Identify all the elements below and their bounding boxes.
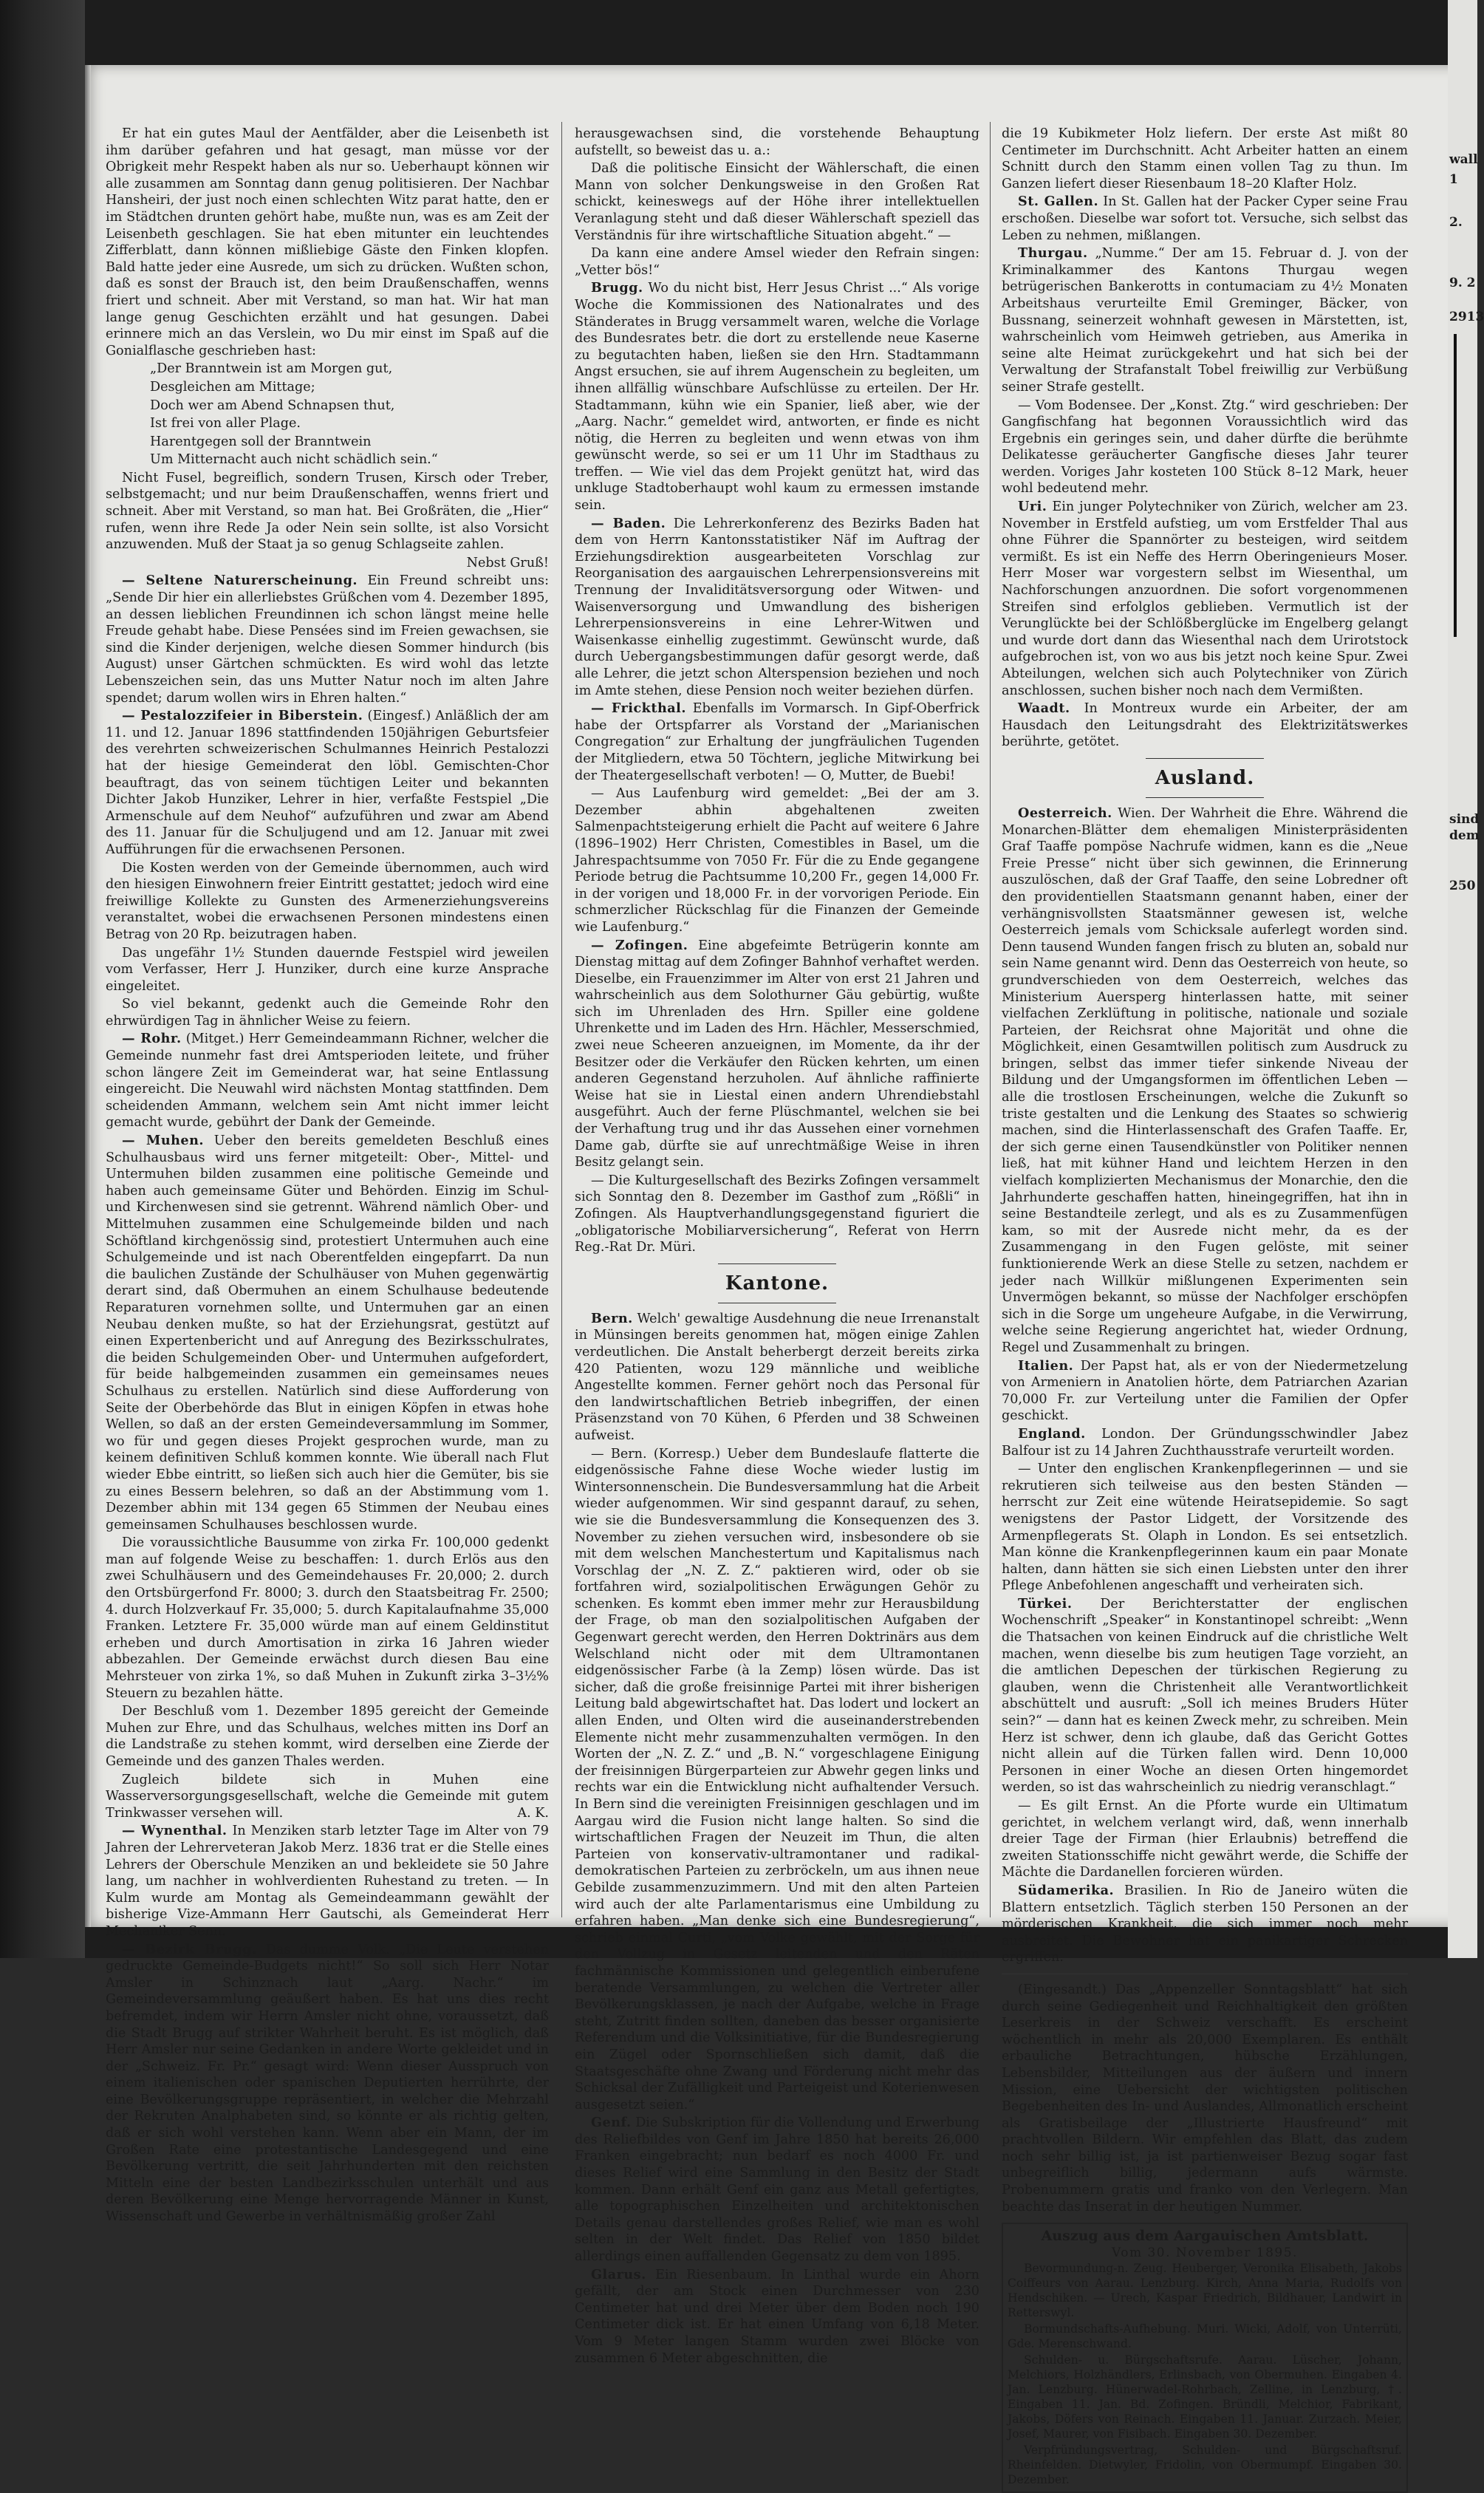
news-text: Ein junger Polytechniker von Zürich, welcher am 23. November in Erstfeld aufstieg, um vom Erstfelder Thal aus ohne Führer die Spannörter zu besteigen, wird seitdem vermißt. Es ist ein Neffe des Herrn Oberingenieurs Moser. Herr Moser war vorgestern selbst im Wiesenthal, um Nachforschungen anzuordnen. Die sofort vorgenommenen Streifen sind erfolglos geblieben. Vermutlich ist der Verunglückte bei der Schlößberglücke im Engelberg gelangt und wurde dort dann das Wiesenthal nach dem Urirotstock aufgebrochen ist, von wo aus bis jetzt noch keine Spur. Zwei Abteilungen, welchen sich auch Polytechniker von Zürich anschlossen, suchen bisher noch nach dem Vermißten. (1002, 499, 1408, 698)
news-item (1002, 700, 1408, 751)
news-paragraph: Das ungefähr 1½ Stunden dauernde Festspiel wird jeweilen vom Verfasser, Herr J. Hunziker, durch eine kurze Ansprache eingeleitet. (106, 945, 549, 994)
news-keyword: — Muhen. (122, 1133, 205, 1149)
news-item (1002, 1883, 1408, 1966)
news-paragraph: Die Kosten werden von der Gemeinde übernommen, auch wird den hiesigen Einwohnern freier Eintritt gestattet; jedoch wird eine freiwillige Kollekte zu Gunsten des Armenerziehungsvereins veranstaltet, wobei die erwachsenen Personen mindestens einen Betrag von 20 Rp. beizutragen haben. (106, 860, 549, 942)
section-heading-kantone: Kantone. (725, 1272, 830, 1295)
news-keyword: Brugg. (591, 280, 643, 296)
news-text: Zugleich bildete sich in Muhen eine Wasserversorgungsgesellschaft, welche die Gemeinde mit gutem Trinkwasser versehen will. (106, 1772, 549, 1821)
section-heading-ausland: Ausland. (1155, 766, 1255, 789)
news-keyword: St. Gallen. (1018, 194, 1099, 210)
fragment-text: 250 (1449, 879, 1476, 893)
column-2 (575, 126, 980, 2366)
news-item (106, 573, 549, 706)
section-rule (1146, 758, 1264, 759)
advertorial: (Eingesandt.) Das „Appenzeller Sonntagsblatt“ hat sich durch seine Gediegenheit und Reichhaltigkeit den größten Leserkreis in der Schweiz verschafft. Es erscheint wöchentlich in mehr als 20,000 Exemplaren. Es enthält erbauliche Betrachtungen, hübsche Erzählungen, Lebensbilder, Mitteilungen aus der äußern und innern Mission, eine Uebersicht der wichtigsten politischen Begebenheiten des In- und Auslandes, Allmonatlich erscheint als Gratisbeilage der „Illustrierte Hausfreund“ mit prachtvollen Bildern. Wir empfehlen das Blatt, das zudem noch sehr billig ist, ja ist partienweiser Bezug sogar fast unbegreiflich billig, jedermann aufs wärmste. Probenummern gratis und franko von den Verlegern. Man beachte das Inserat in der heutigen Nummer. (1002, 1982, 1408, 2214)
poem-line: Um Mitternacht auch nicht schädlich sein.“ (150, 452, 438, 468)
poem-line: Desgleichen am Mittage; (150, 379, 315, 395)
news-text: London. Der Gründungsschwindler Jabez Balfour ist zu 14 Jahren Zuchthausstrafe verurteilt worden. (1002, 1426, 1408, 1459)
news-item (575, 938, 979, 1171)
page-edge-shadow (85, 65, 91, 1927)
news-item (106, 1942, 549, 2226)
news-item (575, 516, 979, 700)
news-keyword: — Wynenthal. (122, 1823, 228, 1839)
news-keyword: Uri. (1018, 499, 1047, 515)
news-item (1002, 1358, 1408, 1425)
amtsblatt-entry: Bevormundung-n. Zeug. Heuberger, Veronika Elisabeth, Jakobs Coiffeurs von Aarau. Lenzburg. Kirch, Anna Maria, Rudolfs von Hendschiken. — Urech, Kaspar Friedrich, Bildhauer, Landwirt in Retterswyl. (1008, 2262, 1402, 2320)
news-keyword: — Baden. (591, 515, 666, 531)
news-item (1002, 805, 1408, 1357)
news-keyword: Genf. (591, 2115, 632, 2131)
news-text: Die Lehrerkonferenz des Bezirks Baden hat dem von Herrn Kantonsstatistiker Näf im Auftrag der Erziehungsdirektion ausgearbeiteten Vorschlag zur Reorganisation des aargauischen Lehrerpensionsvereins mit Trennung der Invaliditätsversorgung oder Witwen- und Waisenversorgung und Umwandlung des bisherigen Lehrerpensionsvereins in eine Lehrer-Witwen und Waisenkasse einhellig zugestimmt. Gewünscht wurde, daß durch Uebergangsbestimmungen dafür gesorgt werde, daß alle Lehrer, die jetzt schon Alterspension beziehen und noch im Amte stehen, diese Pension noch weiter beziehen dürfen. (575, 516, 979, 698)
amtsblatt-entry: Verpfründungsvertrag, Schulden- und Bürgschaftsruf. Rheinfelden. Dietwyler, Fridolin, von Obermumpf. Eingaben 30. Dezember. (1008, 2443, 1402, 2487)
adjacent-page-fragment (1448, 0, 1484, 1958)
news-text: Brasilien. In Rio de Janeiro wüten die Blattern entsetzlich. Täglich sterben 150 Personen an der mörderischen Krankheit, die sich immer noch mehr ausbreitet. Die Bewohner hat ein panikartiger Schrecken ergriffen. (1002, 1883, 1408, 1965)
poem-line: Doch wer am Abend Schnapsen thut, (150, 398, 395, 413)
news-keyword: England. (1018, 1425, 1086, 1442)
author-signature: A. K. (517, 1805, 549, 1821)
news-text: (Mitget.) Herr Gemeindeammann Richner, welcher die Gemeinde nunmehr fast drei Amtsperioden leitete, und früher schon längere Zeit im Gemeinderat war, hat seine Entlassung eingereicht. Die Neuwahl wird nächsten Montag stattfinden. Dem scheidenden Ammann, welchem sein Amt nicht immer leicht gemacht wurde, gebührt der Dank der Gemeinde. (106, 1031, 549, 1130)
fragment-text: 2913 (1449, 310, 1484, 324)
news-item (106, 708, 549, 858)
fragment-text: 1 (1449, 172, 1458, 187)
news-paragraph: Daß die politische Einsicht der Wählerschaft, die einen Mann von solcher Denkungsweise in den Großen Rat schickt, keineswegs auf der Höhe ihrer intellektuellen Veranlagung steht und daß dieser Wählerschaft speziell das Verständnis für ihre wirtschaftliche Situation abgeht.“ — (575, 161, 979, 243)
news-item (1002, 1426, 1408, 1459)
news-text: Welch' gewaltige Ausdehnung die neue Irrenanstalt in Münsingen bereits genommen hat, mögen einige Zahlen verdeutlichen. Die Anstalt beherbergt derzeit bereits zirka 420 Patienten, wozu 129 männliche und weibliche Angestellte kommen. Ferner gehört noch das Personal für den landwirtschaftlichen Betrieb inbegriffen, der einen Präsenzstand von 70 Kühen, 6 Pferden und 38 Schweinen aufweist. (575, 1311, 979, 1443)
news-keyword: Waadt. (1018, 700, 1070, 717)
news-item (106, 1133, 549, 1533)
news-text: Das dumme Volk. „Die Leute verstehen gedruckte Gemeinde-Budgets nicht!“ So soll sich Herr Notar Amsler in Schinznach laut „Aarg. Nachr.“ im Gemeindeversammlung geäußert haben. Es hat uns dies recht befremdet, indem wir Herrn Amsler nicht ohne, voraussetzt, daß die Stadt Brugg auf strikter Wahrheit beruht. Es ist möglich, daß Herr Amsler nur seine Gedanken in andere Worte gekleidet und in der „Schweiz. Fr. Pr.“ gesagt wird: Wenn dieser Ausspruch von einem italienischen oder spanischen Deputierten herrührte, der eine Bevölkerungsgruppe repräsentiert, in welcher die Mehrzahl der Rekruten Analphabeten sind, so könnte er als richtig gelten, daß er sich wohl verstehen kann. Wenn aber ein Mann, der im Großen Rate eine protestantische Landesgegend und eine Bevölkerung vertritt, die seit Jahrhunderten mit den reichsten Mitteln eine der besten Landbezirksschulen unterhält und aus deren Bevölkerung eine Menge hervorragende Männer in Kunst, Wissenschaft und Gewerbe in verhältnismäßig großer Zahl (106, 1942, 550, 2225)
news-item (1002, 499, 1408, 699)
fragment-border (1454, 334, 1457, 637)
news-keyword: — Rohr. (122, 1031, 182, 1047)
fragment-text: sind (1449, 812, 1480, 827)
news-item (575, 280, 979, 514)
news-keyword: Oesterreich. (1018, 805, 1112, 821)
column-3 (1002, 126, 1409, 2487)
news-paragraph: Der Beschluß vom 1. Dezember 1895 gereicht der Gemeinde Muhen zur Ehre, und das Schulhaus, welches mitten ins Dorf an die Landstraße zu stehen kommt, wird derselben eine Zierde der Gemeinde und des ganzen Thales werden. (106, 1704, 549, 1769)
news-keyword: — Bezirk Brugg. (122, 1941, 257, 1957)
news-paragraph: Die voraussichtliche Bausumme von zirka Fr. 100,000 gedenkt man auf folgende Weise zu beschaffen: 1. durch Erlös aus den zwei Schulhäusern und des Gemeindehauses Fr. 20,000; 2. durch den Ortsbürgerfond Fr. 8000; 3. durch den Staatsbeitrag Fr. 2500; 4. durch Holzverkauf Fr. 35,000; 5. durch Kapitalaufnahme 35,000 Franken. Letztere Fr. 35,000 würde man auf einem Geldinstitut erheben und durch Amortisation in zirka 16 Jahren wieder abbezahlen. Der Gemeinde erwächst durch diesen Bau eine Mehrsteuer von zirka 1%, so daß Muhen in Zukunft zirka 3–3½% Steuern zu bezahlen hätte. (106, 1535, 549, 1701)
amtsblatt-entry: Bormundschafts-Aufhebung. Muri. Wicki, Adolf, von Unterrüti, Gde. Merenschwand. (1008, 2322, 1402, 2351)
news-item (106, 1031, 549, 1131)
news-keyword: Südamerika. (1018, 1882, 1115, 1898)
letter-paragraph: Nicht Fusel, begreiflich, sondern Trusen, Kirsch oder Treber, selbstgemacht; und nur beim Draußenschaffen, wenns friert und schneit. Aber mit Verstand, so man hat. Bei Großräten, die „Hier“ rufen, wenn ihre Rede Ja oder Nein sein sollte, ist also Vorsicht anzuwenden. Muß der Staat ja so genug Schlagseite zahlen. (106, 470, 549, 553)
column-divider (990, 122, 991, 1917)
news-item (1002, 1596, 1408, 1796)
news-item (575, 2115, 979, 2265)
news-text: Eine abgefeimte Betrügerin konnte am Dienstag mittag auf dem Zofinger Bahnhof verhaftet werden. Dieselbe, ein Frauenzimmer im Alter von erst 21 Jahren und wahrscheinlich aus dem Solothurner Gäu gebürtig, wußte sich im Uhrenladen des Hrn. Spiller eine goldene Uhrenkette und im Laden des Hrn. Hächler, Messerschmied, zwei neue Scheeren anzueignen, im Momente, da ihr der Besitzer oder die Verkäufer den Rücken kehrten, um einen anderen Gegenstand herzuholen. Auf ähnliche raffinierte Weise hat sie in Liestal einen andern Uhrendiebstahl ausgeführt. Auch der ferne Plüschmantel, welchen sie bei der Verhaftung trug und ihr das Aussehen einer vornehmen Dame gab, dürfte sie auf unrechtmäßige Weise in ihren Besitz gelangt sein. (575, 938, 979, 1170)
news-keyword: — Pestalozzifeier in Biberstein. (122, 708, 363, 724)
news-paragraph: herausgewachsen sind, die vorstehende Behauptung aufstellt, so beweist das u. a.: (575, 126, 979, 158)
intro-paragraph: Er hat ein gutes Maul der Aentfälder, aber die Leisenbeth ist ihm darüber gefahren und hat gesagt, man müsse vor der Obrigkeit mehr Respekt haben als nur so. Ueberhaupt können wir alle zusammen am Sonntag dann genug politisieren. Der Nachbar Hansheiri, der just noch einen schlechten Witz parat hatte, den er im Städtchen drunten gehört habe, mußte nun, was es am Zeit der Leisenbeth geschlagen. Sie hat eben mitunter ein leuchtendes Zifferblatt, dann können mißliebige Gäste den Finken klopfen. Bald hatte jeder eine Ausrede, um sich zu drücken. Wußten schon, daß es sonst der Brauch ist, den beim Draußenschaffen, wenns friert und schneit. Aber mit Verstand, so man hat. Wir hat man lange genug Geschichten erzählt und hat gesungen. Dabei erinnere mich an das Verslein, wo Du mir einst im Spaß auf die Gonialflasche geschrieben hast: (106, 126, 549, 358)
poem-line: „Der Branntwein ist am Morgen gut, (150, 361, 393, 377)
column-divider (561, 122, 562, 1917)
news-text: (Eingesf.) Anläßlich der am 11. und 12. Januar 1896 stattfindenden 150jährigen Geburtsfeier des verehrten schweizerischen Schulmannes Heinrich Pestalozzi hat der hiesige Gemeinderat den löbl. Gemischten-Chor beauftragt, das von seinem tüchtigen Leiter und bekannten Dichter Jakob Hunziker, Lehrer in hier, verfaßte Festspiel „Die Armenschule auf dem Neuhof“ aufzuführen und zwar am Abend des 11. Januar für die Schuljugend und am 12. Januar mit zwei Aufführungen für die erwachsenen Personen. (106, 709, 550, 857)
book-binding (0, 0, 85, 1958)
section-rule (718, 1263, 836, 1264)
amtsblatt-entry: Schulden- u. Bürgschaftsrufe. Aarau. Lüscher, Johann, Melchiors, Holzhändlers, Erlinsbach, von Obermuhen. Eingaben 4. Jan. Lenzburg. Hünerwadel-Rohrbach, Zelline, in Lenzburg, †. Eingaben 11. Jan. Bd. Zofingen. Bründli, Melchior, Fabrikant, Jakobs, Döfers von Reinach. Eingaben 11. Januar. Zurzach. Meier, Josef, Maurer, von Fisibach. Eingaben 30. Dezember. (1008, 2353, 1402, 2441)
news-paragraph: — Unter den englischen Krankenpflegerinnen — und sie rekrutieren sich teilweise aus den besten Ständen — herrscht zur Zeit eine wütende Heiratsepidemie. So sagt wenigstens der Pastor Lidgett, der Vorsitzende des Armenpflegerats St. Olaph in London. Es sei entsetzlich. Man könne die Krankenpflegerinnen kaum ein paar Monate halten, dann hätten sie sich einen Liebsten unter den ihrer Pflege Anbefohlenen angeschafft und verheiraten sich. (1002, 1462, 1408, 1594)
news-paragraph: — Die Kulturgesellschaft des Bezirks Zofingen versammelt sich Sonntag den 8. Dezember im Gasthof zum „Rößli“ in Zofingen. Als Hauptverhandlungsgegenstand figuriert die „obligatorische Mobiliarversicherung“, Referat von Herrn Reg.-Rat Dr. Müri. (575, 1173, 979, 1255)
news-item (1002, 245, 1408, 395)
news-text: Ebenfalls im Vormarsch. In Gipf-Oberfrick habe der Ortspfarrer als Vorstand der „Marianischen Congregation“ zur Erhaltung der jungfräulichen Tugenden der Mitgliedern, etwa 50 Töchtern, jegliche Mitwirkung bei der Theatergesellschaft verboten! — O, Mutter, de Buebi! (575, 701, 980, 783)
news-keyword: — Frickthal. (591, 700, 686, 717)
fragment-text: 9. 2 (1449, 276, 1476, 290)
news-text: Die Subskription für die Vollendung und Erwerbung des Reliefbildes von Genf im Jahre 1850 hat bereits 26,000 Franken eingebracht; nun bedarf es noch 4000 Fr. und dieses Relief wird eine Sammlung in den Besitz der Stadt kommen. Dann erhält Genf ein ganz aus Metall gefertigtes, alle topographischen Einzelheiten und architektonischen Details genau darstellendes großes Relief, wie man es wohl selten in der Welt findet. Das Relief von 1850 bildet allerdings einen auffallenden Gegensatz zu dem von 1895. (575, 2115, 980, 2265)
amtsblatt-date: Vom 30. November 1895. (1112, 2245, 1298, 2261)
news-keyword: Bern. (591, 1310, 633, 1326)
news-paragraph: — Bern. (Korresp.) Ueber dem Bundeslaufe flatterte die eidgenössische Fahne diese Woche wieder lustig im Wintersonnenschein. Die Bundesversammlung hat die Arbeit wieder aufgenommen. Wir sind gespannt darauf, zu sehen, wie sie die Bundesversammlung die Konsequenzen des 3. November zu ziehen versuchen wird, insbesondere ob sie mit dem welschen Manchestertum und Kapitalismus nach Vorschlag der „N. Z. Z.“ paktieren wird, oder ob sie fortfahren wird, sozialpolitischen Erwägungen Gehör zu schenken. Es kommt eben immer mehr zur Herausbildung der Frage, ob man den sozialpolitischen Aufgaben der Gegenwart gerecht werden, den Herren Doktrinärs aus dem Welschland nicht oder mit dem Ultramontanen eidgenössischer Farbe (à la Zemp) lösen würde. Das ist sicher, daß die große freisinnige Partei mit ihrer bisherigen Leitung bald abgewirtschaftet hat. Das lodert und lockert an allen Enden, und Olten wird die auseinanderstrebenden Elemente nicht mehr zusammenzuhalten vermögen. In den Worten der „N. Z. Z.“ und „B. N.“ vorgeschlagene Einigung der freisinnigen Bürgerparteien zur Abwehr gegen links und rechts war ein die Entwicklung nicht aufhaltender Versuch. In Bern sind die vereinigten Freisinnigen geschlagen und im Aargau wird die Fusion nicht lange halten. So sind die wirtschaftlichen Fragen der Neuzeit im Thun, die alten Parteien von konservativ-ultramontaner und radikal-demokratischen Parteien zu zerbröckeln, um aus ihnen neue Gebilde zusammenzuzimmern. Und mit den alten Parteien wird auch der alte Parlamentarismus eine Umbildung zu erfahren haben. „Man denke sich eine Bundesregierung“, schrieb einmal Curti, „vom Volke gewählt, mit der Sorge für den Vollzug in Gesetz leitenden und den Räten fachmännische Kommissionen und gelegentlich einberufene beratende Versammlungen, zu welchen die Vertreter aller Bevölkerungsklassen, je nach der Aufgabe, welche in Frage steht, Zutritt finden sollten, daneben das besser organisierte Referendum und die Volksinitiative, für die Bundesregierung ein Zügel oder Spornschließen sich damit, daß die Staatsgeschäfte ohne Zwang und Förderung nicht mehr das Schicksal der Zufälligkeit und Parteigeist und Koterienwesen ausgesetzt seien.“ (575, 1446, 979, 2112)
amtsblatt-title: Auszug aus dem Aargauischen Amtsblatt. (1041, 2228, 1369, 2245)
news-keyword: Thurgau. (1018, 245, 1088, 262)
news-text: Der Papst hat, als er von der Niedermetzelung von Armeniern in Anatolien hörte, dem Patriarchen Azarian 70,000 Fr. zur Verteilung unter die Familien der Opfer geschickt. (1002, 1358, 1408, 1424)
news-paragraph: Da kann eine andere Amsel wieder den Refrain singen: „Vetter bös!“ (575, 246, 979, 278)
poem-line: Ist frei von aller Plage. (150, 416, 301, 432)
news-text: In Menziken starb letzter Tage im Alter von 79 Jahren der Lehrerveteran Jakob Merz. 1836 trat er die Stelle eines Lehrers der Oberschule Menziken an und bekleidete sie 50 Jahre lang, um nachher in wohlverdienten Ruhestand zu treten. — In Kulm wurde am Montag als Gemeindeammann gewählt der bisherige Vize-Ammann Herr Gautschi, als Gemeinderat Herr Mechaniker Senn. (106, 1824, 549, 1939)
news-keyword: Glarus. (591, 2266, 646, 2282)
news-text: „Numme.“ Der am 15. Februar d. J. von der Kriminalkammer des Kantons Thurgau wegen betrügerischen Bankerotts in contumaciam zu 4½ Monaten Arbeitshaus verurteilte Emil Greminger, Bäcker, von Bussnang, seinerzeit wohnhaft gewesen in Märstetten, ist, wahrscheinlich vom Heimweh getrieben, aus Amerika in seine alte Heimat zurückgekehrt und hat sich bei der Verwaltung der Strafanstalt Tobel freiwillig zur Verbüßung seiner Strafe gestellt. (1002, 246, 1409, 395)
fragment-text: wall (1449, 152, 1478, 167)
fragment-text: dem (1449, 828, 1480, 843)
news-item (575, 1311, 979, 1445)
letter-greeting: Nebst Gruß! (466, 555, 549, 570)
amtsblatt-box (1002, 2223, 1408, 2493)
news-text: Ein Riesenbaum. In Linthal wurde ein Ahorn gefällt, der am Stock einen Durchmesser von 230 Centimeter hat und drei Meter über dem Boden noch 190 Centimeter dick ist. Er hat einen Umfang von 6,18 Meter. Vom 9 Meter langen Stamm wurden zwei Blöcke von zusammen 6 Meter abgeschnitten, die (575, 2267, 980, 2366)
poem-line: Harentgegen soll der Branntwein (150, 434, 372, 449)
news-item (106, 1823, 549, 1940)
column-1 (106, 126, 550, 2225)
news-text: Wo du nicht bist, Herr Jesus Christ ...“ Als vorige Woche die Kommissionen des Nationalrates und des Ständerates in Brugg versammelt waren, welche die Vorlage des Bundesrates betr. die dort zu erstellende neue Kaserne zu begutachten haben, ließen sie den Hrn. Stadtammann Angst ersuchen, sie auf ihrem Augenschein zu begleiten, um ihnen allfällig wünschbare Aufschlüsse zu erteilen. Der Hr. Stadtammann, kühn wie ein Spanier, ließ aber, wie der „Aarg. Nachr.“ gemeldet wird, antworten, er finde es nicht nötig, die Herren zu begleiten und wenn etwas von ihm gewünscht werde, so sei er um 11 Uhr im Stadthaus zu treffen. — Wie viel das dem Projekt genützt hat, wird das unkluge Stadtoberhaupt wohl kaum zu ermessen imstande sein. (575, 281, 980, 514)
section-rule (1146, 797, 1264, 798)
news-item (575, 2267, 979, 2367)
news-paragraph: — Vom Bodensee. Der „Konst. Ztg.“ wird geschrieben: Der Gangfischfang hat begonnen Voraussichtlich wird das Ergebnis ein geringes sein, und daher dürfte die berühmte Delikatesse geräucherter Gangfische dieses Jahr teurer werden. Voriges Jahr kosteten 100 Stück 8–12 Mark, heuer wohl bedeutend mehr. (1002, 398, 1408, 497)
fragment-text: 2. (1449, 215, 1463, 230)
news-keyword: — Zofingen. (591, 937, 688, 953)
news-paragraph: — Es gilt Ernst. An die Pforte wurde ein Ultimatum gerichtet, in welchem verlangt wird, daß, wenn innerhalb dreier Tage der Firman (hier Erlaubnis) betreffend die zweiten Stationsschiffe nicht gewährt werde, die Schiffe der Mächte die Dardanellen forcieren würden. (1002, 1798, 1408, 1880)
news-paragraph: die 19 Kubikmeter Holz liefern. Der erste Ast mißt 80 Centimeter im Durchschnitt. Acht Arbeiter hatten an einem Schnitt durch den Stamm einen vollen Tag zu thun. Im Ganzen liefert dieser Riesenbaum 18–20 Klafter Holz. (1002, 126, 1408, 191)
news-text: Ueber den bereits gemeldeten Beschluß eines Schulhausbaus wird uns ferner mitgeteilt: Ober-, Mittel- und Untermuhen bilden zusammen eine politische Gemeinde und haben auch gemeinsame Güter und Behörden. Einzig im Schul- und Kirchenwesen sind sie getrennt. Während nämlich Ober- und Mittelmuhen zusammen eine Schulgemeinde bilden und nach Schöftland kirchgenössig sind, protestiert Untermuhen auch eine Schulgemeinde und ist nach Oberentfelden eingepfarrt. Da nun die baulichen Zustände der Schulhäuser von Muhen gegenwärtig derart sind, daß Obermuhen an einem Schulhause bedeutende Reparaturen vornehmen sollte, und Untermuhen gar an einen Neubau denken mußte, so hat der Erziehungsrat, gestützt auf einen Expertenbericht und auf Anregung des Bezirksschulrates, die beiden Schulgemeinden Ober- und Untermuhen aufgefordert, für beide halbgemeinden zusammen ein gemeinsames neues Schulhaus zu erstellen. Natürlich sind diese Aufforderung von Seite der Oberbehörde das Blut in einigen Köpfen in etwas hohe Wellen, so daß an der ersten Gemeindeversammlung im Sommer, wo für und gegen dieses Projekt gesprochen wurde, man zu keinem definitiven Schluß kommen konnte. Wie überall nach Flut wieder Ebbe eintritt, so ließen sich auch hier die Gemüter, bis sie zu eines Bessern belehren, so daß an der Abstimmung vom 1. Dezember abhin mit 134 gegen 65 Stimmen der Neubau eines gemeinsamen Schulhauses beschlossen wurde. (106, 1133, 550, 1532)
news-keyword: Italien. (1018, 1357, 1074, 1374)
news-text: Wien. Der Wahrheit die Ehre. Während die Monarchen-Blätter dem ehemaligen Ministerpräsidenten Graf Taaffe pompöse Nachrufe widmen, kann es die „Neue Freie Presse“ nicht über sich gewinnen, die Erinnerung auszulöschen, daß der Graf Taaffe, den seine Lobredner oft den providentiellen Staatsmann genannt haben, einer der verhängnisvollsten Staatsmänner gewesen ist, welche Oesterreich jemals vom Schicksale auferlegt worden sind. Denn tausend Wunden fangen frisch zu bluten an, sobald nur sein Name genannt wird. Denn das Oesterreich von heute, so grundverschieden von dem Oesterreich, welches das Ministerium Auersperg hinterlassen hatte, mit seiner vielfachen Zerklüftung in politische, nationale und soziale Parteien, der Reichsrat ohne Majorität und ohne die Möglichkeit, einen Gesamtwillen politisch zum Ausdruck zu bringen, selbst das immer tiefer sinkende Niveau der Bildung und der Umgangsformen im öffentlichen Leben — alle die trostlosen Erscheinungen, welche die Zukunft so triste gestalten und die Lenkung des Staates so schwierig machen, sind die Hinterlassenschaft des Grafen Taaffe. Er, der sich gerne einen Tausendkünstler von Politiker nennen ließ, hat mit kühner Hand und leichtem Herzen in den vielfach komplizierten Mechanismus der Monarchie, den die Jahrhunderte geschaffen hatten, hineingegriffen, hat ihn in seine Bestandteile zerlegt, und als es zu Zusammenfügen kam, so mit der Ausrede nicht mehr, da es der Zusammengang in den Fugen gelöste, mit seiner funktionierende Werk an diese Stelle zu setzen, nachdem er jeder nach Willkür mißlungenen Experimenten sein Unvermögen bekannt, so müsse der Nachfolger erschöpfen sich in die Sorge um ungeheure Aufgabe, in die Verwirrung, welche seine Regierung angerichtet hat, wieder Ordnung, Regel und Zusammenhalt zu bringen. (1002, 805, 1408, 1355)
news-keyword: Türkei. (1018, 1595, 1073, 1612)
news-text: Der Berichterstatter der englischen Wochenschrift „Speaker“ in Konstantinopel schreibt: „Wenn die Thatsachen von keinen Eindruck auf die christliche Welt machen, wenn dieselbe bis zum heutigen Tage vorzieht, an die amtlichen Depeschen der türkischen Regierung zu glauben, wenn die Christenheit alle Verantwortlichkeit abschüttelt und ausruft: „Soll ich meines Bruders Hüter sein?“ — dann hat es keinen Zweck mehr, zu schreiben. Mein Herz ist schwer, denn ich glaube, daß das Gericht Gottes nicht allein auf die Türken fallen wird. Denn 10,000 Personen in einer Woche an diesen Orten hingemordet werden, so ist das wahrscheinlich zu niedrig veranschlagt.“ (1002, 1596, 1409, 1795)
news-item (575, 700, 979, 784)
news-text: In Montreux wurde ein Arbeiter, der am Hausdach den Leitungsdraht des Elektrizitätswerkes berührte, getötet. (1002, 701, 1408, 750)
news-paragraph (106, 1772, 549, 1822)
news-item (1002, 194, 1408, 244)
news-text: In St. Gallen hat der Packer Cyper seine Frau erschoßen. Dieselbe war sofort tot. Versuche, sich selbst das Leben zu nehmen, mißlangen. (1002, 194, 1408, 243)
news-text: Ein Freund schreibt uns: „Sende Dir hier ein allerliebstes Grüßchen vom 4. Dezember 1895, an dessen lieblichen Freundinnen ich schon längst meine helle Freude gehabt habe. Diese Pensées sind im Freien gewachsen, sie sind die Kinder derjenigen, welche diesen Sommer hindurch (bis August) unser Gärtchen schmückten. Es wird wohl das letzte Lebenszeichen sein, das uns Mutter Natur noch im alten Jahre spendet; darum wollen wirs in Ehren halten.“ (106, 573, 549, 706)
news-keyword: — Seltene Naturerscheinung. (122, 573, 358, 589)
news-paragraph: So viel bekannt, gedenkt auch die Gemeinde Rohr den ehrwürdigen Tag in ähnlicher Weise zu feiern. (106, 997, 549, 1029)
news-paragraph: — Aus Laufenburg wird gemeldet: „Bei der am 3. Dezember abhin abgehaltenen zweiten Salmenpachtsteigerung erhielt die Pacht auf weitere 6 Jahre (1896–1902) Herr Christen, Comestibles in Basel, um die Jahrespachtsumme von 7050 Fr. Für die zu Ende gegangene Periode betrug die Pachtsumme 10,200 Fr., gegen 14,000 Fr. in der vorigen und 18,000 Fr. in der vorvorigen Periode. Ein schmerzlicher Rückschlag für die Finanzen der Gemeinde wie Laufenburg.“ (575, 786, 979, 935)
